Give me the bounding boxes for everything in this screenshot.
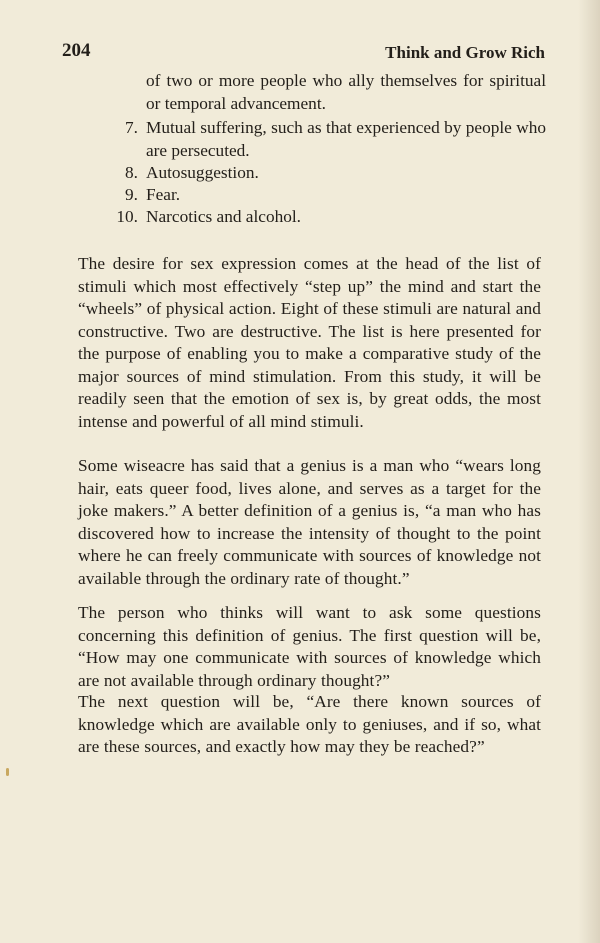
list-item-number: 7.	[125, 118, 138, 137]
body-text	[78, 455, 541, 590]
list-item-text: Fear.	[146, 185, 181, 204]
paragraph	[78, 253, 541, 433]
paragraph-text: The next question will be, “Are there known sources of knowledge which are available only to geniuses, and if so, what are these sources, and exactly how may they be reached?”	[78, 692, 541, 756]
running-title: Think and Grow Rich	[385, 43, 545, 62]
paragraph-text: The desire for sex expression comes at the head of the list of stimuli which most effectively “step up” the mind and start the “wheels” of physical action. Eight of these stimuli are natural and constructive. Two are destructive. The list is here presented for the purpose of enabling you to make a comparative study of the major sources of mind stimulation. From this study, it will be readily seen that the emotion of sex is, by great odds, the most intense and powerful of all mind stimuli.	[78, 254, 541, 431]
list-item-7	[100, 117, 545, 162]
body-text	[78, 253, 541, 433]
page-number: 204	[62, 40, 91, 61]
list-item-number: 8.	[125, 163, 138, 182]
paragraph-text: The person who thinks will want to ask some questions concerning this definition of genius. The first question will be, “How may one communicate with sources of knowledge which are not available through ordinary thought?”	[78, 603, 541, 690]
paper-speck	[6, 768, 9, 776]
body-text	[78, 602, 541, 692]
page-header	[62, 40, 545, 66]
list-item-continuation: of two or more people who ally themselves for spiritual or temporal advancement.	[146, 71, 546, 113]
paragraph-text: Some wiseacre has said that a genius is a man who “wears long hair, eats queer food, lives alone, and serves as a target for the joke makers.” A better definition of a genius is, “a man who has discovered how to increase the intensity of thought to the point where he can freely communicate with sources of knowledge not available through the ordinary rate of thought.”	[78, 456, 541, 588]
list-item-text: Autosuggestion.	[146, 163, 259, 182]
body-text	[78, 691, 541, 759]
paragraph	[78, 691, 541, 759]
list-item-text: Mutual suffering, such as that experienced by people who are persecuted.	[146, 118, 546, 160]
list-item-text: Narcotics and alcohol.	[146, 207, 301, 226]
list-item-number: 9.	[125, 185, 138, 204]
paragraph	[78, 602, 541, 692]
paragraph	[78, 455, 541, 590]
list-item-number: 10.	[116, 207, 138, 226]
page-edge-shadow	[578, 0, 600, 943]
